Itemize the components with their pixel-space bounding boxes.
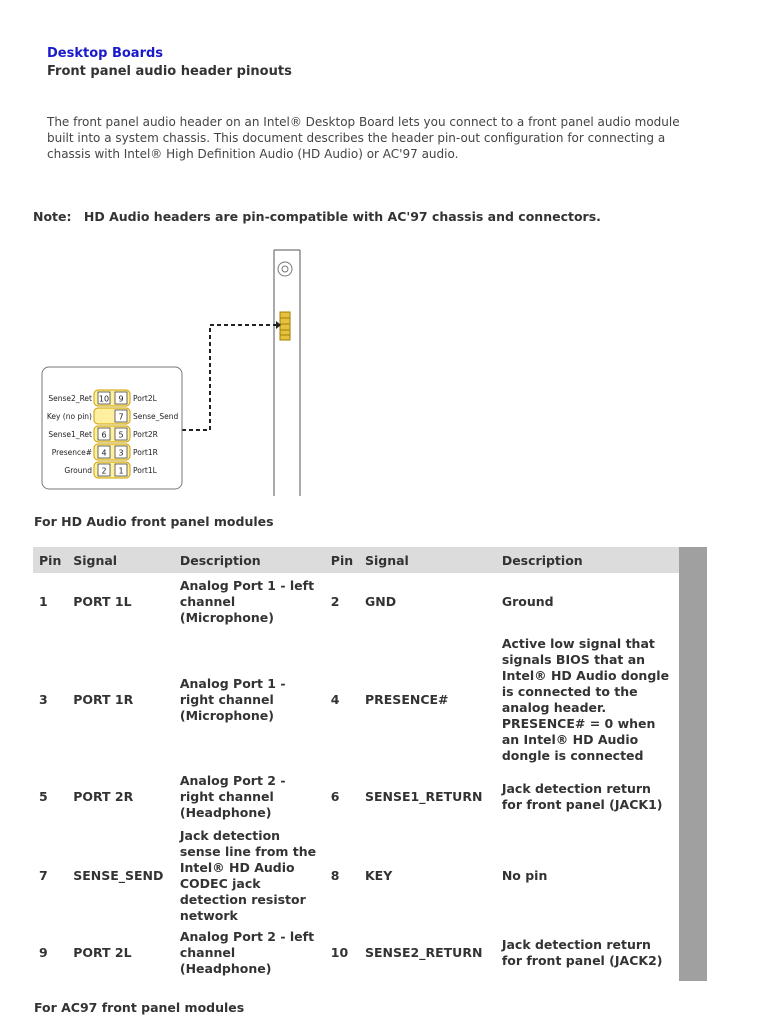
cell-description: Analog Port 2 - left channel (Headphone) (179, 929, 315, 976)
left-pin-number: 2 (101, 466, 107, 476)
table-row (33, 925, 679, 981)
cell-pin-2: 6 (330, 789, 340, 804)
note (33, 209, 601, 224)
right-pin-label: Sense_Send (133, 412, 179, 421)
pinout-diagram-svg (30, 240, 350, 502)
header-pinout-diagram (30, 240, 350, 506)
cell-signal-2: SENSE1_RETURN (364, 789, 483, 804)
cell-signal: PORT 1R (73, 691, 134, 707)
cell-signal: PORT 2L (73, 945, 132, 960)
cell-pin-2: 2 (330, 594, 340, 609)
header-brand: Desktop Boards (47, 46, 164, 61)
board-edge (274, 250, 300, 496)
cell-description-2: Active low signal that signals BIOS that an Intel® HD Audio dongle is connected to the analog header. PRESENCE# = 0 when an Intel® HD Audio dongle is connected (501, 635, 670, 763)
left-pin-label: Ground (64, 466, 92, 475)
hd-audio-pin-table (33, 547, 679, 981)
cell-pin: 9 (39, 945, 48, 960)
left-pin-number: 10 (98, 394, 110, 404)
dashed-leader-line (182, 321, 281, 430)
cell-signal-2: PRESENCE# (364, 691, 449, 707)
cell-description-2: No pin (501, 867, 548, 883)
right-pin-label: Port2R (133, 430, 158, 439)
page-title: Front panel audio header pinouts (47, 64, 292, 79)
note-label: Note: (33, 209, 72, 224)
board-header-connector-icon (280, 312, 290, 340)
cell-description-2: Jack detection return for front panel (JACK2) (501, 937, 663, 968)
cell-description: Jack detection sense line from the Intel® HD Audio CODEC jack detection resistor network (179, 827, 317, 923)
intro-paragraph: The front panel audio header on an Intel® Desktop Board lets you connect to a front panel audio module built into a system chassis. This document describes the header pin-out configuration for connecting a chassis with Intel® High Definition Audio (HD Audio) or AC'97 audio. (47, 115, 680, 161)
right-pin-label: Port1R (133, 448, 158, 457)
cell-description-2: Jack detection return for front panel (JACK1) (501, 781, 663, 812)
hd-audio-caption: For HD Audio front panel modules (34, 514, 274, 529)
cell-signal-2: GND (364, 594, 397, 609)
col-header-description: Description (174, 547, 325, 573)
table-row (33, 573, 679, 631)
table-row (33, 826, 679, 925)
cell-pin: 3 (39, 691, 48, 707)
table-row (33, 631, 679, 768)
col-header-pin-2: Pin (325, 547, 359, 573)
cell-pin-2: 10 (330, 945, 349, 960)
col-header-signal-2: Signal (359, 547, 496, 573)
right-pin-number: 1 (118, 466, 124, 476)
left-pin-label: Sense2_Ret (48, 394, 92, 403)
cell-signal-2: SENSE2_RETURN (364, 945, 483, 960)
note-text: HD Audio headers are pin-compatible with AC'97 chassis and connectors. (83, 209, 601, 224)
left-pin-label: Key (no pin) (46, 412, 92, 421)
cell-description: Analog Port 1 - right channel (Microphone) (179, 675, 286, 723)
cell-pin: 7 (39, 867, 48, 883)
cell-signal: SENSE_SEND (73, 867, 164, 883)
cell-pin: 5 (39, 789, 48, 804)
right-pin-number: 7 (118, 412, 124, 422)
right-pin-label: Port2L (133, 394, 157, 403)
cell-pin: 1 (39, 594, 48, 609)
right-pin-number: 5 (118, 430, 124, 440)
left-pin-label: Presence# (51, 448, 92, 457)
left-pin-number: 4 (101, 448, 107, 458)
left-pin-label: Sense1_Ret (48, 430, 92, 439)
cell-signal-2: KEY (364, 867, 393, 883)
table-row (33, 768, 679, 826)
cell-description-2: Ground (501, 594, 554, 609)
cell-pin-2: 4 (330, 691, 340, 707)
col-header-pin: Pin (33, 547, 67, 573)
cell-pin-2: 8 (330, 867, 340, 883)
cell-description: Analog Port 2 - right channel (Headphone) (179, 773, 286, 820)
right-pin-number: 3 (118, 448, 124, 458)
table-header-row (33, 547, 679, 573)
pin-table-container (33, 547, 707, 981)
left-pin-number: 6 (101, 430, 107, 440)
cell-signal: PORT 1L (73, 594, 132, 609)
col-header-description-2: Description (496, 547, 679, 573)
mounting-hole-icon (278, 262, 292, 276)
right-pin-number: 9 (118, 394, 124, 404)
cell-signal: PORT 2R (73, 789, 134, 804)
col-header-signal: Signal (67, 547, 174, 573)
cell-description: Analog Port 1 - left channel (Microphone) (179, 578, 315, 625)
ac97-caption: For AC97 front panel modules (34, 1000, 245, 1015)
right-pin-label: Port1L (133, 466, 157, 475)
